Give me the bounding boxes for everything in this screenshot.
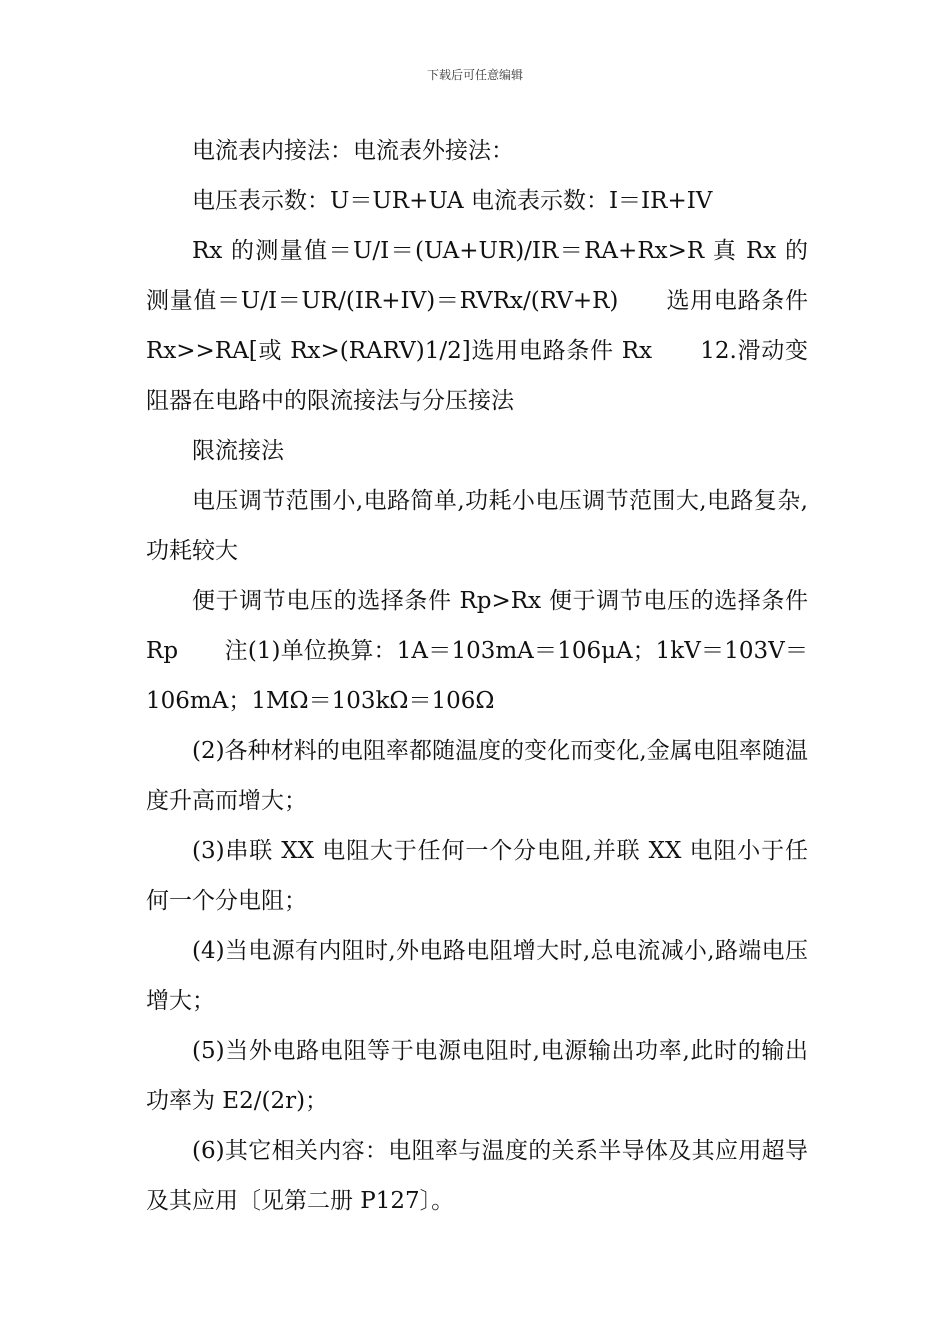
paragraph-meter-readings: 电压表示数：U＝UR+UA 电流表示数：I＝IR+IV: [192, 188, 713, 214]
paragraph-current-limiting: 限流接法: [192, 438, 284, 464]
paragraph-note-5: (5)当外电路电阻等于电源电阻时,电源输出功率,此时的输出功率为 E2/(2r)；: [146, 1038, 808, 1114]
paragraph-note-3: (3)串联 XX 电阻大于任何一个分电阻,并联 XX 电阻小于任何一个分电阻；: [146, 838, 808, 914]
paragraph-note-4: (4)当电源有内阻时,外电路电阻增大时,总电流减小,路端电压增大；: [146, 938, 808, 1014]
paragraph-ammeter-connection: 电流表内接法：电流表外接法：: [192, 138, 514, 164]
document-body: [146, 126, 808, 1226]
page-header: 下载后可任意编辑: [426, 68, 523, 82]
paragraph-selection-conditions: 便于调节电压的选择条件 Rp>Rx 便于调节电压的选择条件 Rp 注(1)单位换算：1A＝103mA＝106μA；1kV＝103V＝106mA；1MΩ＝103kΩ＝106Ω: [146, 588, 808, 714]
paragraph-note-2: (2)各种材料的电阻率都随温度的变化而变化,金属电阻率随温度升高而增大；: [146, 738, 808, 814]
paragraph-measurement-value: Rx 的测量值＝U/I＝(UA+UR)/IR＝RA+Rx>R 真 Rx 的测量值＝U/I＝UR/(IR+IV)＝RVRx/(RV+R) 选用电路条件 Rx>>RA[或 Rx>(RARV)1/2]选用电路条件 Rx 12.滑动变阻器在电路中的限流接法与分压接法: [146, 238, 808, 414]
paragraph-note-6: (6)其它相关内容：电阻率与温度的关系半导体及其应用超导及其应用〔见第二册 P127〕。: [146, 1138, 808, 1214]
paragraph-voltage-range: 电压调节范围小,电路简单,功耗小电压调节范围大,电路复杂,功耗较大: [146, 488, 808, 564]
